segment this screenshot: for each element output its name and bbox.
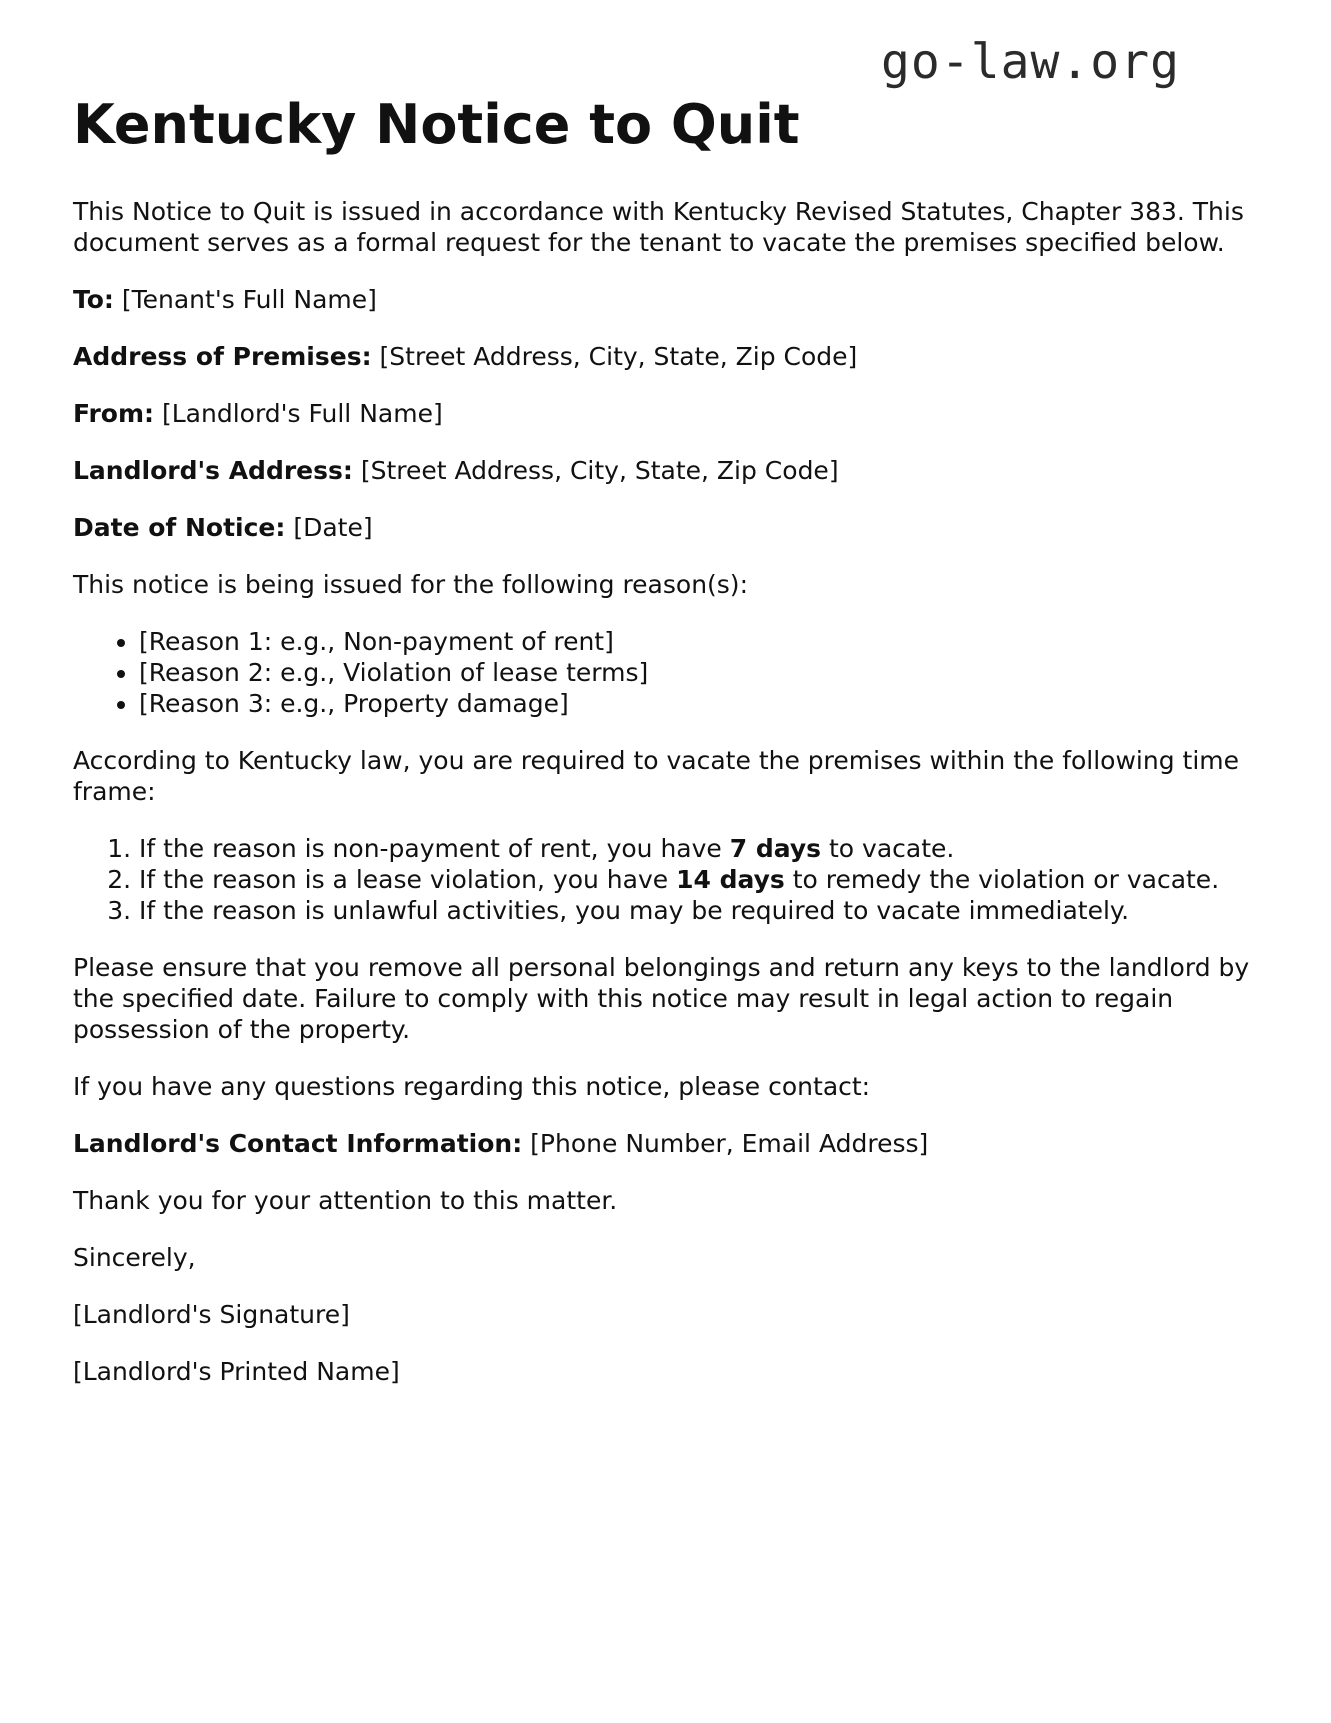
field-premises	[73, 341, 1263, 372]
list-item: • [Reason 1: e.g., Non-payment of rent]	[139, 626, 1263, 657]
list-item: • [Reason 2: e.g., Violation of lease terms]	[139, 657, 1263, 688]
document-body	[73, 94, 1263, 1413]
reasons-list	[73, 626, 1263, 719]
field-to-value: [Tenant's Full Name]	[121, 285, 377, 315]
reasons-intro: This notice is being issued for the following reason(s):	[73, 570, 748, 600]
field-landlord-address-value: [Street Address, City, State, Zip Code]	[360, 456, 839, 486]
site-watermark: go-law.org	[881, 34, 1180, 90]
ensure-paragraph: Please ensure that you remove all personal belongings and return any keys to the landlord by the specified date. Failure to comply with this notice may result in legal action to regain possession of the property.	[73, 953, 1250, 1045]
timeframe-text-before: If the reason is non-payment of rent, you have	[139, 834, 730, 864]
list-item	[139, 895, 1263, 926]
contact-info-label: Landlord's Contact Information:	[73, 1129, 523, 1159]
thanks-paragraph: Thank you for your attention to this matter.	[73, 1186, 618, 1216]
list-item: • [Reason 3: e.g., Property damage]	[139, 688, 1263, 719]
field-from-value: [Landlord's Full Name]	[161, 399, 443, 429]
field-from	[73, 398, 1263, 429]
list-item	[139, 864, 1263, 895]
questions-paragraph: If you have any questions regarding this notice, please contact:	[73, 1072, 871, 1102]
closing: Sincerely,	[73, 1243, 196, 1273]
field-landlord-address	[73, 455, 1263, 486]
contact-info	[73, 1128, 1263, 1159]
field-to	[73, 284, 1263, 315]
field-premises-value: [Street Address, City, State, Zip Code]	[379, 342, 858, 372]
printed-name-placeholder: [Landlord's Printed Name]	[73, 1357, 400, 1387]
document-title: Kentucky Notice to Quit	[73, 93, 800, 156]
signature-placeholder: [Landlord's Signature]	[73, 1300, 350, 1330]
contact-info-value: [Phone Number, Email Address]	[530, 1129, 929, 1159]
timeframe-text-before: If the reason is unlawful activities, you may be required to vacate immediately.	[139, 896, 1130, 926]
timeframe-list	[73, 833, 1263, 926]
field-date	[73, 512, 1263, 543]
field-from-label: From:	[73, 399, 155, 429]
timeframe-days: 7 days	[729, 834, 822, 864]
timeframe-text-after: to vacate.	[821, 834, 955, 864]
intro-paragraph: This Notice to Quit is issued in accordance with Kentucky Revised Statutes, Chapter 383. This document serves as a formal request for the tenant to vacate the premises specified below.	[73, 197, 1244, 258]
list-item	[139, 833, 1263, 864]
timeframe-days: 14 days	[676, 865, 785, 895]
field-premises-label: Address of Premises:	[73, 342, 372, 372]
field-landlord-address-label: Landlord's Address:	[73, 456, 353, 486]
timeframe-text-after: to remedy the violation or vacate.	[784, 865, 1220, 895]
field-date-label: Date of Notice:	[73, 513, 286, 543]
timeframe-text-before: If the reason is a lease violation, you have	[139, 865, 677, 895]
field-date-value: [Date]	[293, 513, 373, 543]
field-to-label: To:	[73, 285, 114, 315]
timeframe-intro: According to Kentucky law, you are required to vacate the premises within the following time frame:	[73, 746, 1240, 807]
